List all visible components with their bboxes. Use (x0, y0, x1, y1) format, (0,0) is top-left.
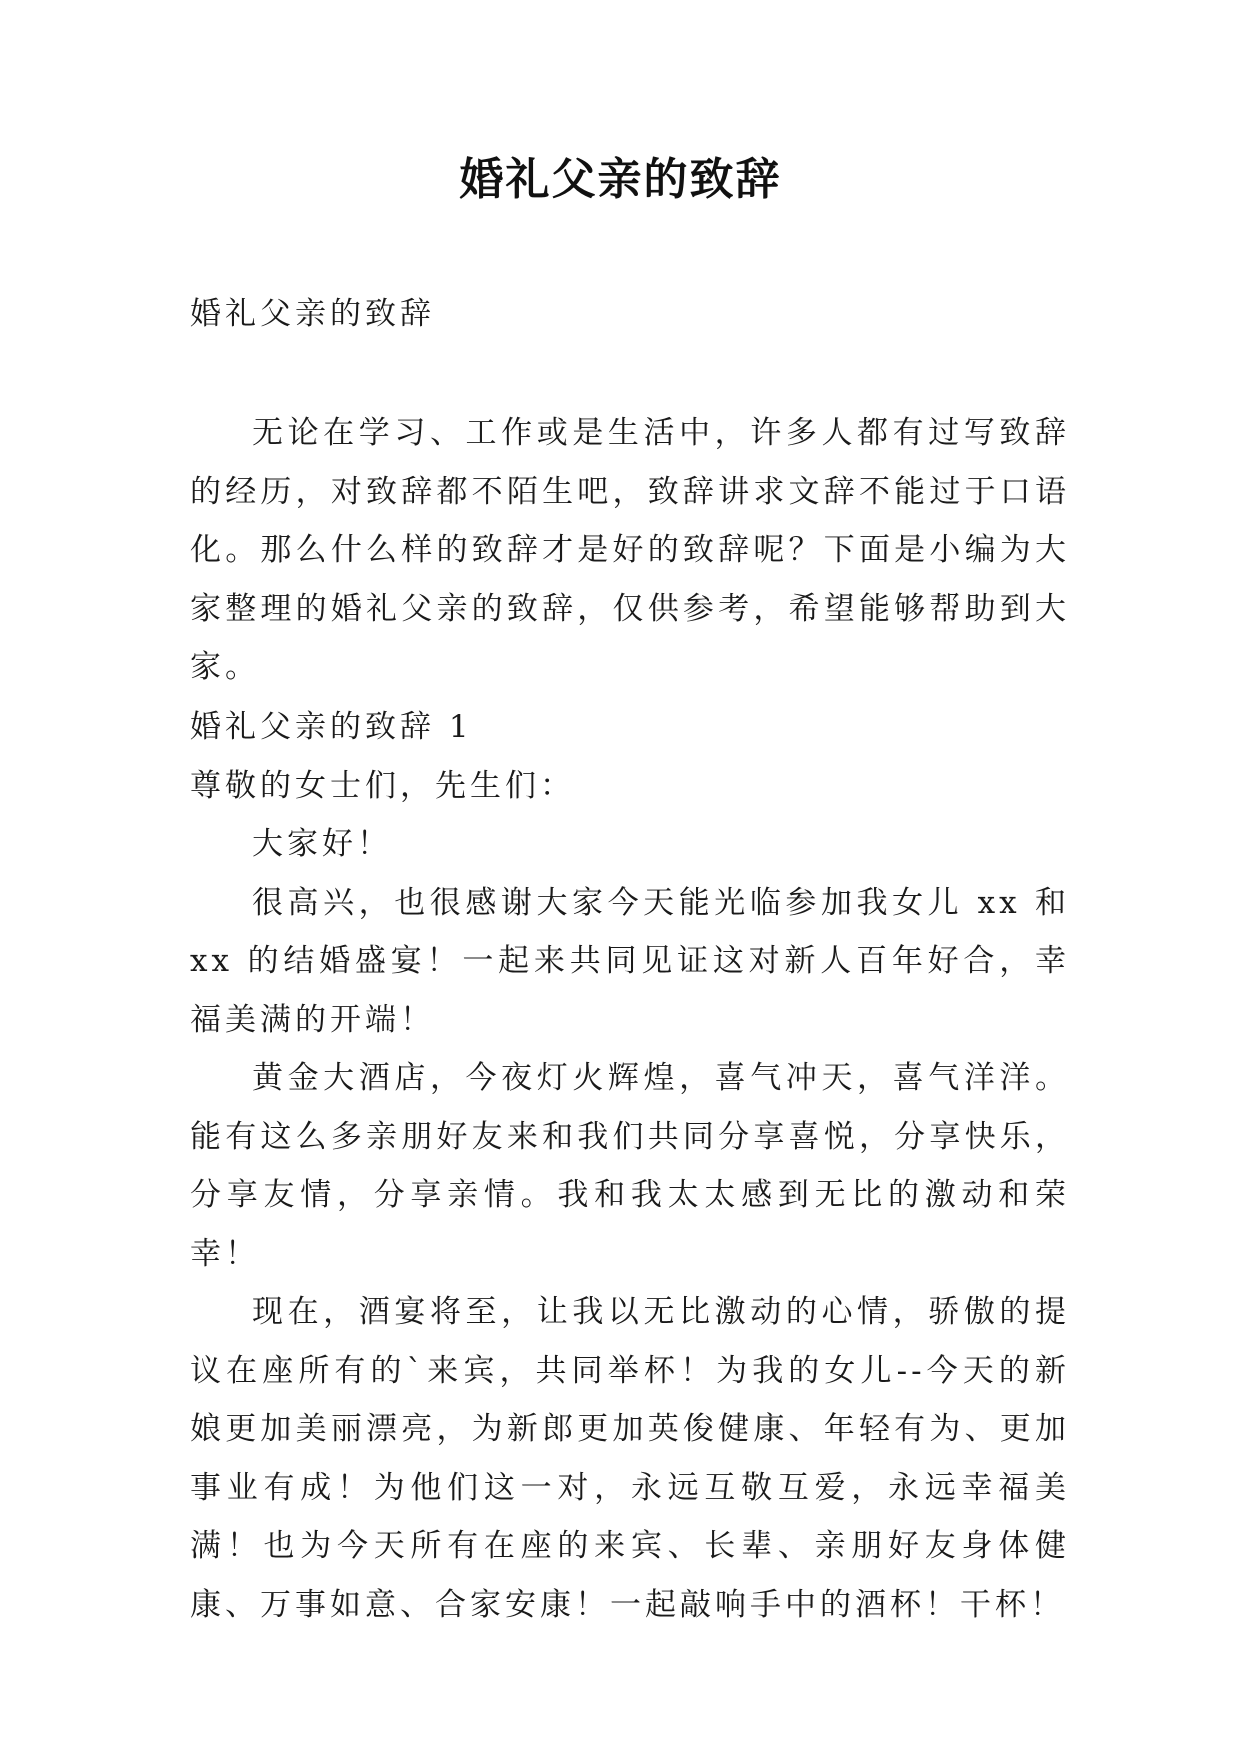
document-title: 婚礼父亲的致辞 (459, 154, 782, 205)
intro-paragraph: 无论在学习、工作或是生活中，许多人都有过写致辞的经历，对致辞都不陌生吧，致辞讲求文辞不能过于口语化。那么什么样的致辞才是好的致辞呢？下面是小编为大家整理的婚礼父亲的致辞，仅供参考，希望能够帮助到大家。 (190, 415, 1070, 685)
speech-section (190, 698, 1070, 1634)
speech-paragraph-venue: 黄金大酒店，今夜灯火辉煌，喜气冲天，喜气洋洋。能有这么多亲朋好友来和我们共同分享喜悦，分享快乐，分享友情，分享亲情。我和我太太感到无比的激动和荣幸！ (190, 1060, 1070, 1272)
salutation: 尊敬的女士们，先生们： (190, 767, 575, 804)
speech-paragraph-thanks: 很高兴，也很感谢大家今天能光临参加我女儿 xx 和 xx 的结婚盛宴！一起来共同见证这对新人百年好合，幸福美满的开端！ (190, 884, 1070, 1038)
speech-paragraph-greeting: 大家好！ (252, 826, 392, 862)
document-subtitle: 婚礼父亲的致辞 (190, 296, 435, 332)
speech-paragraph-toast: 现在，酒宴将至，让我以无比激动的心情，骄傲的提议在座所有的`来宾，共同举杯！为我的女儿--今天的新娘更加美丽漂亮，为新郎更加英俊健康、年轻有为、更加事业有成！为他们这一对，永远互敬互爱，永远幸福美满！也为今天所有在座的来宾、长辈、亲朋好友身体健康、万事如意、合家安康！一起敲响手中的酒杯！干杯！ (190, 1294, 1070, 1623)
section-heading: 婚礼父亲的致辞 1 (190, 709, 473, 745)
